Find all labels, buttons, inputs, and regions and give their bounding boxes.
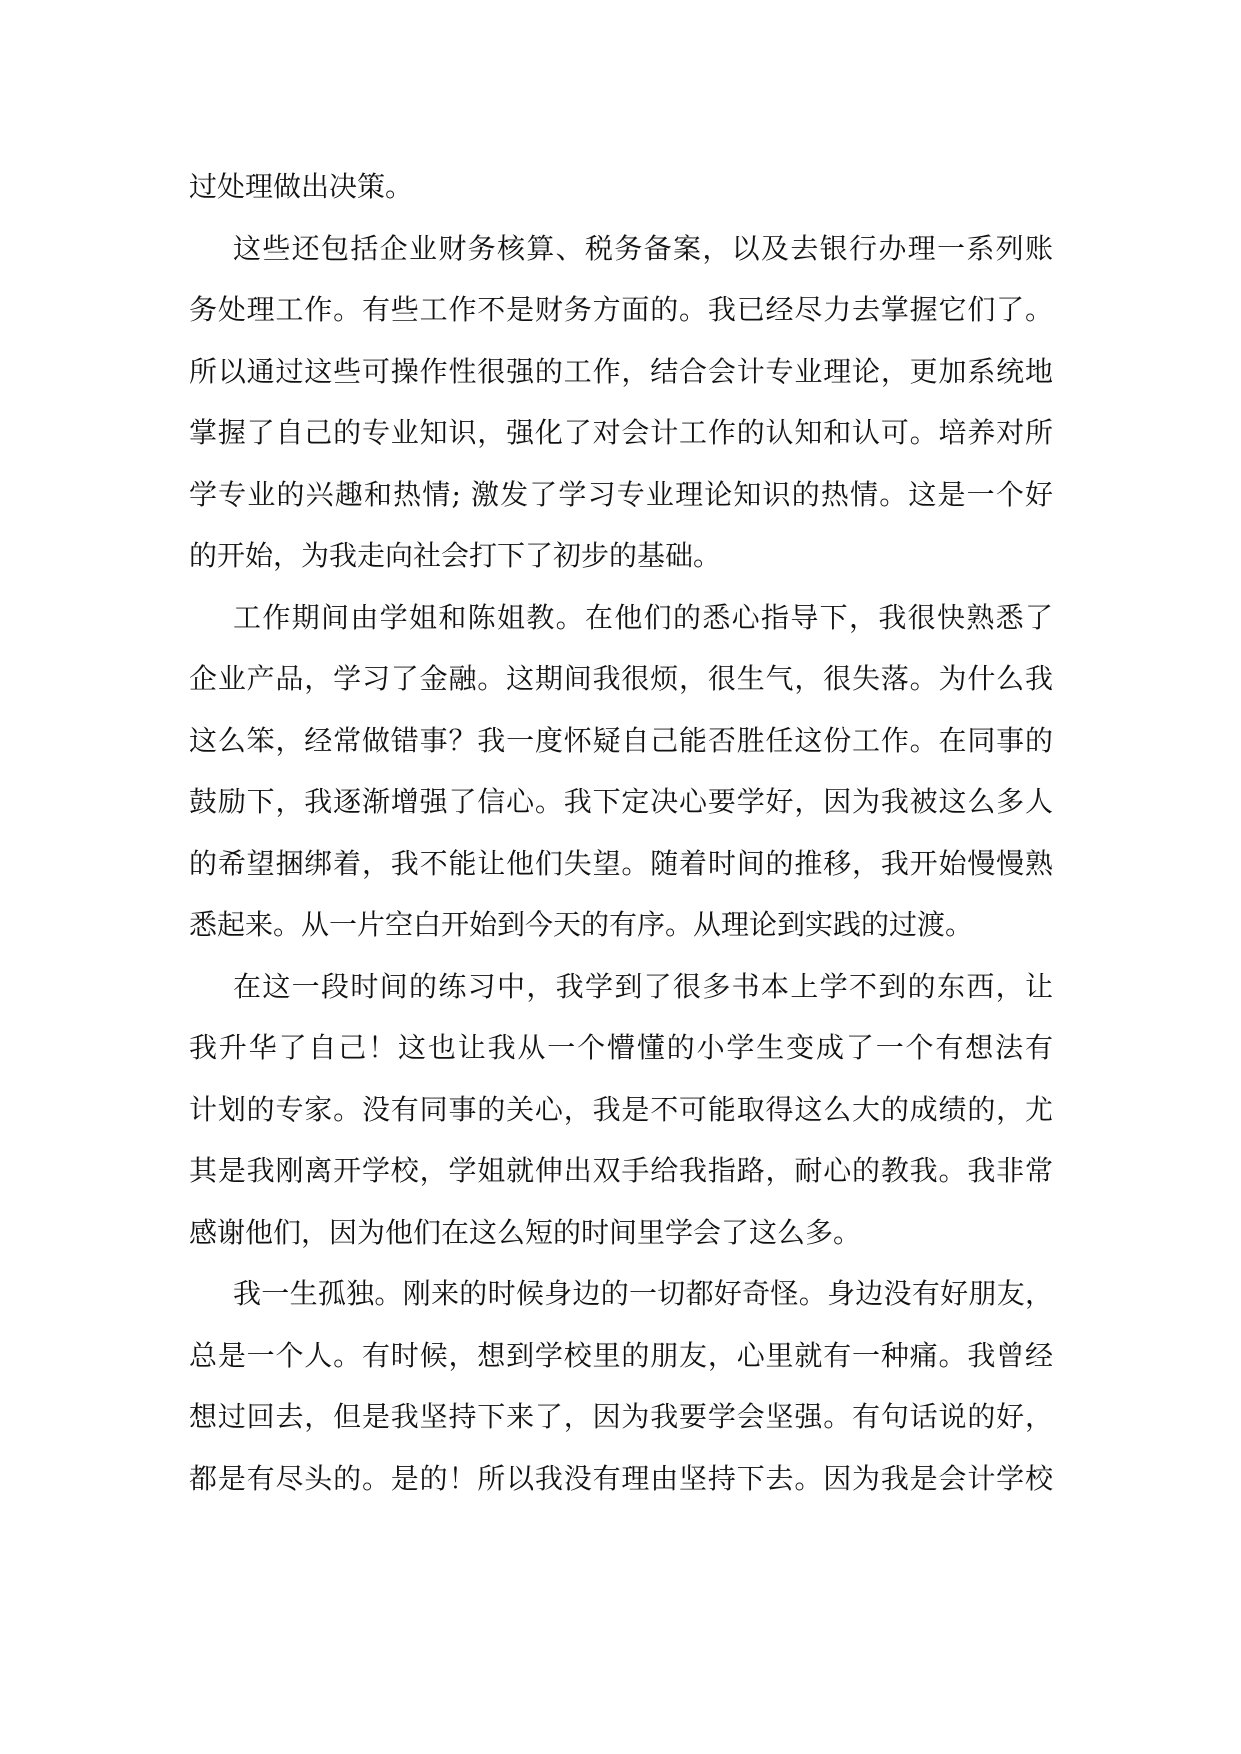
text-line: 务处理工作。有些工作不是财务方面的。我已经尽力去掌握它们了。 [189, 293, 1053, 326]
text-line: 都是有尽头的。是的！所以我没有理由坚持下去。因为我是会计学校 [189, 1461, 1053, 1495]
text-line: 感谢他们，因为他们在这么短的时间里学会了这么多。 [189, 1215, 862, 1249]
text-line: 我升华了自己！这也让我从一个懵懂的小学生变成了一个有想法有 [189, 1031, 1053, 1064]
text-line: 所以通过这些可操作性很强的工作，结合会计专业理论，更加系统地 [189, 354, 1053, 388]
paragraph-first-line: 工作期间由学姐和陈姐教。在他们的悉心指导下，我很快熟悉了 [233, 600, 1053, 634]
paragraph-first-line: 这些还包括企业财务核算、税务备案，以及去银行办理一系列账 [233, 231, 1053, 265]
text-line: 掌握了自己的专业知识，强化了对会计工作的认知和认可。培养对所 [189, 416, 1053, 449]
text-line: 总是一个人。有时候，想到学校里的朋友，心里就有一种痛。我曾经 [189, 1338, 1053, 1372]
text-line: 鼓励下，我逐渐增强了信心。我下定决心要学好，因为我被这么多人 [189, 785, 1053, 818]
paragraph-first-line: 在这一段时间的练习中，我学到了很多书本上学不到的东西，让 [233, 969, 1053, 1003]
text-line: 其是我刚离开学校，学姐就伸出双手给我指路，耐心的教我。我非常 [189, 1154, 1053, 1187]
text-line: 的希望捆绑着，我不能让他们失望。随着时间的推移，我开始慢慢熟 [189, 846, 1053, 880]
text-line: 企业产品，学习了金融。这期间我很烦，很生气，很失落。为什么我 [189, 662, 1053, 695]
text-line: 悉起来。从一片空白开始到今天的有序。从理论到实践的过渡。 [189, 908, 974, 941]
paragraph-first-line: 我一生孤独。刚来的时候身边的一切都好奇怪。身边没有好朋友， [233, 1277, 1053, 1310]
text-line: 学专业的兴趣和热情; 激发了学习专业理论知识的热情。这是一个好 [189, 477, 1053, 511]
text-line: 这么笨，经常做错事？我一度怀疑自己能否胜任这份工作。在同事的 [189, 723, 1053, 757]
text-line: 的开始，为我走向社会打下了初步的基础。 [189, 539, 722, 572]
document-body [189, 156, 1053, 1509]
text-line: 过处理做出决策。 [189, 170, 414, 203]
text-line: 想过回去，但是我坚持下来了，因为我要学会坚强。有句话说的好， [189, 1400, 1053, 1433]
text-line: 计划的专家。没有同事的关心，我是不可能取得这么大的成绩的，尤 [189, 1092, 1053, 1126]
